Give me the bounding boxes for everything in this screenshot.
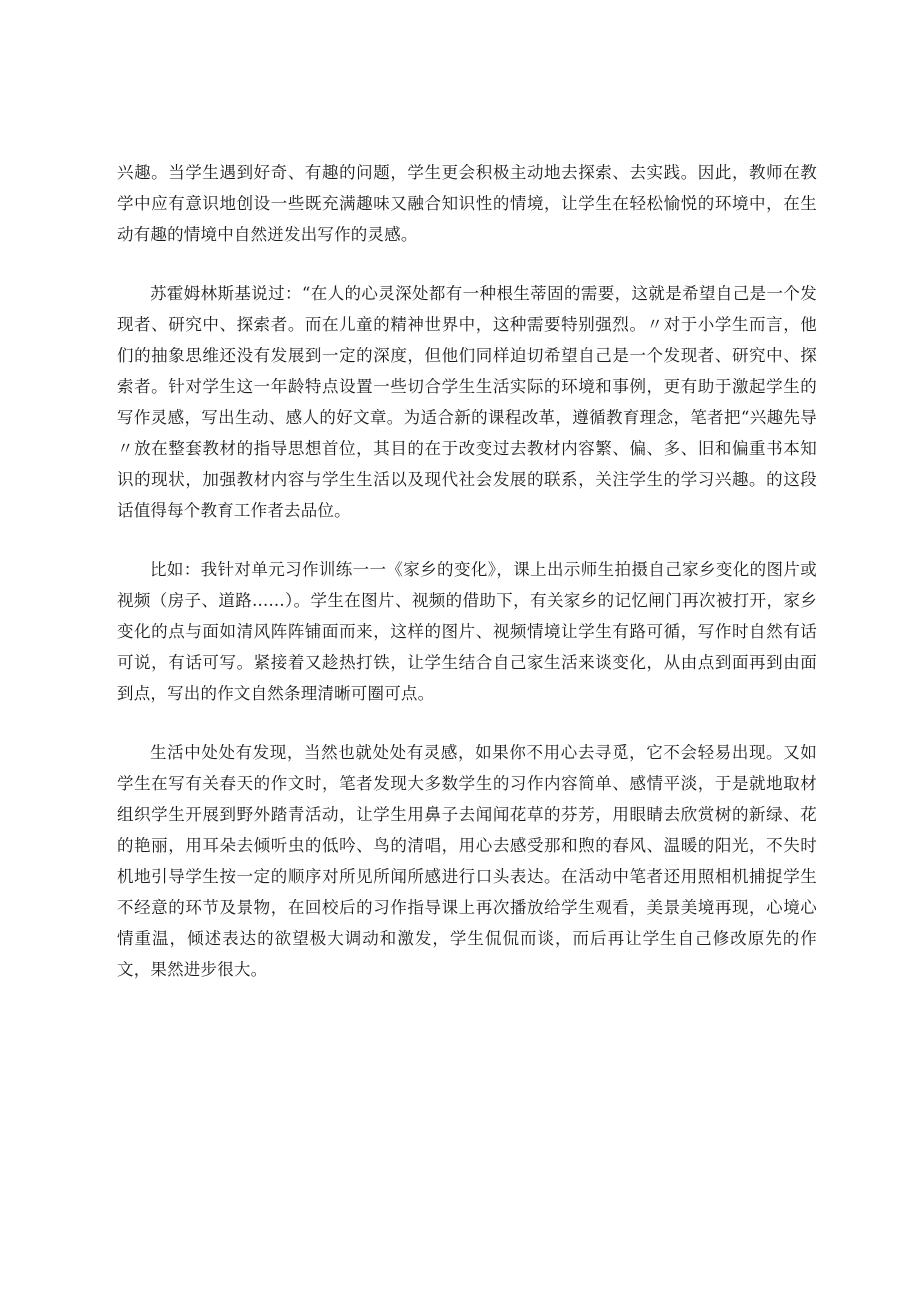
paragraph-sukhomlinsky-quote: 苏霍姆林斯基说过：“在人的心灵深处都有一种根生蒂固的需要，这就是希望自己是一个发现者、研究中、探索者。而在儿童的精神世界中，这种需要特别强烈。〃对于小学生而言，他们的抽象思维还没有发展到一定的深度，但他们同样迫切希望自己是一个发现者、研究中、探索者。针对学生这一年龄特点设置一些切合学生生活实际的环境和事例，更有助于激起学生的写作灵感，写出生动、感人的好文章。为适合新的课程改革，遵循教育理念，笔者把“兴趣先导〃放在整套教材的指导思想首位，其目的在于改变过去教材内容繁、偏、多、旧和偏重书本知识的现状，加强教材内容与学生生活以及现代社会发展的联系，关注学生的学习兴趣。的这段话值得每个教育工作者去品位。: [117, 284, 817, 520]
document-body: [117, 157, 817, 985]
paragraph-spring-example: 生活中处处有发现，当然也就处处有灵感，如果你不用心去寻觅，它不会轻易出现。又如学生在写有关春天的作文时，笔者发现大多数学生的习作内容简单、感情平淡，于是就地取材组织学生开展到野外踏青活动，让学生用鼻子去闻闻花草的芬芳，用眼睛去欣赏树的新绿、花的艳丽，用耳朵去倾听虫的低吟、鸟的清唱，用心去感受那和煦的春风、温暖的阳光，不失时机地引导学生按一定的顺序对所见所闻所感进行口头表达。在活动中笔者还用照相机捕捉学生不经意的环节及景物，在回校后的习作指导课上再次播放给学生观看，美景美境再现，心境心情重温，倾述表达的欲望极大调动和激发，学生侃侃而谈，而后再让学生自己修改原先的作文，果然进步很大。: [117, 743, 817, 979]
paragraph-continuation: 兴趣。当学生遇到好奇、有趣的问题，学生更会积极主动地去探索、去实践。因此，教师在教学中应有意识地创设一些既充满趣味又融合知识性的情境，让学生在轻松愉悦的环境中，在生动有趣的情境中自然迸发出写作的灵感。: [117, 163, 817, 244]
paragraph-hometown-example: 比如：我针对单元习作训练一一《家乡的变化》，课上出示师生拍摄自己家乡变化的图片或视频（房子、道路......）。学生在图片、视频的借助下，有关家乡的记忆闸门再次被打开，家乡变化的点与面如清风阵阵铺面而来，这样的图片、视频情境让学生有路可循，写作时自然有话可说，有话可写。紧接着又趁热打铁，让学生结合自己家生活来谈变化，从由点到面再到由面到点，写出的作文自然条理清晰可圈可点。: [117, 560, 817, 703]
